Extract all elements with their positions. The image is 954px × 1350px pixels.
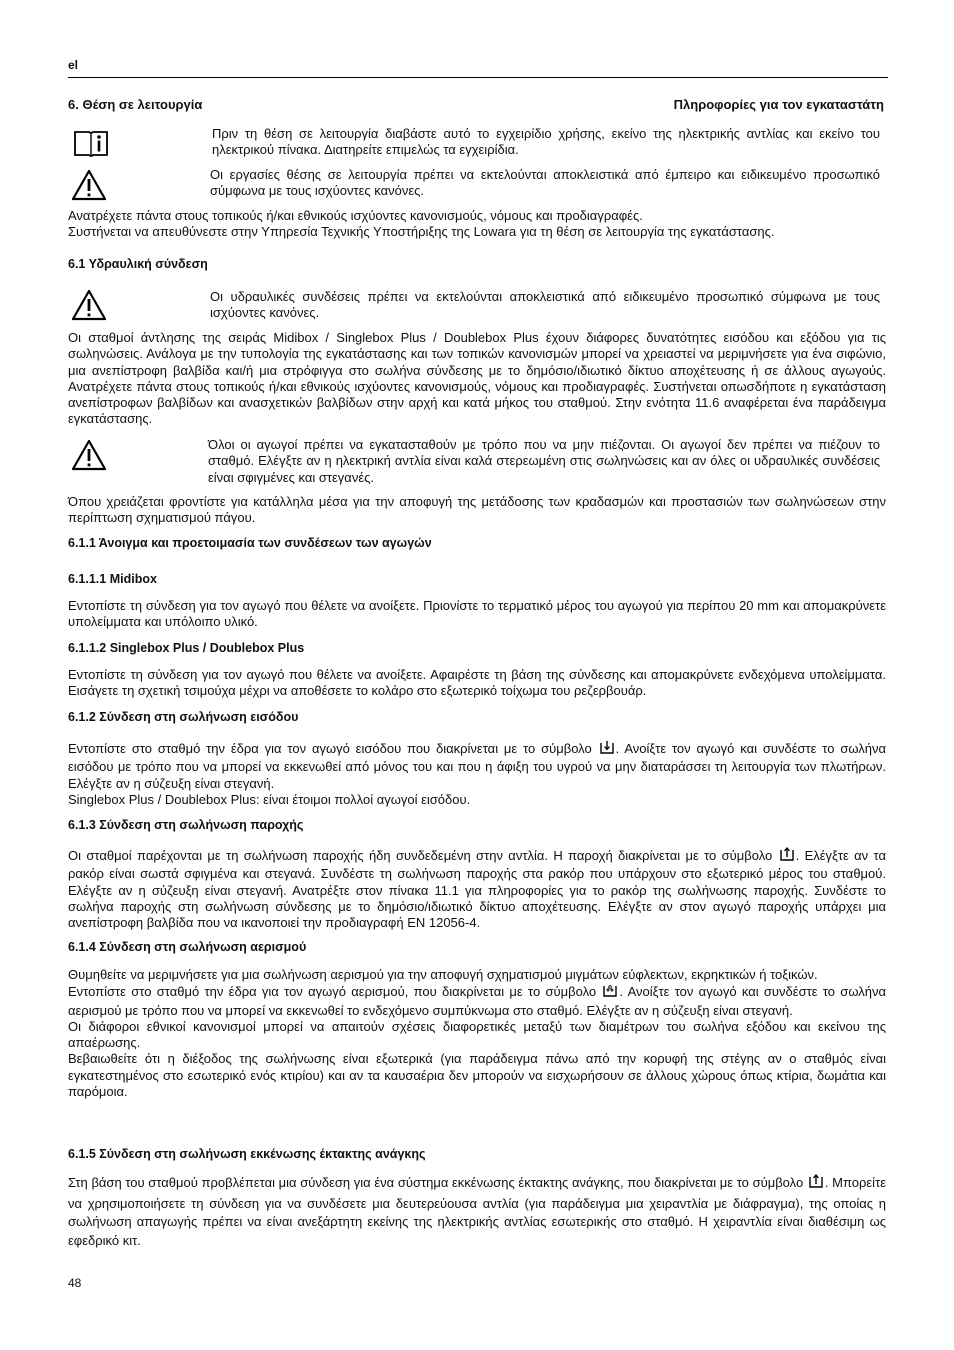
delivery-text-b: . Ελέγξτε αν τα ρακόρ είναι σωστά σφιγμένα και στεγανά. Συνδέστε τη σωλήνωση παροχής στα ρακόρ που υπάρχουν στο εξωτερικό μέρος του σταθμού. Ελέγξτε αν η σύζευξη είναι στεγανή. Ανατρέξτε στον πίνακα 11.1 για πληροφορίες για το ρακόρ της σωλήνωσης παροχής. Συνδέστε το σωλήνα παροχής στη σωλήνωση σύνδεσης με το δημόσιο/ιδιωτικό δίκτυο αποχέτευσης. Ελέγξτε αν στον αγωγό παροχής υπάρχει μια ανεπίστροφη βαλβίδα που να ικανοποιεί την προδιαγραφή EN 12056-4. [68, 848, 886, 931]
inlet-paragraph-2: Singlebox Plus / Doublebox Plus: είναι έτοιμοι πολλοί αγωγοί εισόδου. [68, 791, 471, 807]
vent-text-a: Εντοπίστε στο σταθμό την έδρα για τον αγωγό αερισμού, που διακρίνεται με το σύμβολο [68, 984, 597, 1000]
vent-paragraph-3: Οι διάφοροι εθνικοί κανονισμοί μπορεί να απαιτούν σχέσεις διαφορετικές μεταξύ των διαμέτρων του σωλήνα εξόδου και εκείνου της απαέρωσης. [68, 1018, 886, 1051]
read-manual-icon [72, 127, 112, 161]
vent-text-b: . Ανοίξτε τον αγωγό και συνδέστε το σωλήνα αερισμού με τρόπο που να μπορεί να εκκενωθεί το ενδεχόμενο συμπύκνωμα στο σταθμό. Ελέγξτε αν η σύζευξη είναι στεγανή. [68, 984, 886, 1018]
manual-note-text: Πριν τη θέση σε λειτουργία διαβάστε αυτό το εγχειρίδιο χρήσης, εκείνο της ηλεκτρικής αντλίας και εκείνο του ηλεκτρικού πίνακα. Διατηρείτε επιμελώς τα εγχειρίδια. [212, 126, 880, 158]
heading-6-1: 6.1 Υδραυλική σύνδεση [68, 257, 208, 271]
warning-icon [70, 438, 110, 472]
heading-6-1-5: 6.1.5 Σύνδεση στη σωλήνωση εκκένωσης έκτακτης ανάγκης [68, 1147, 426, 1161]
heading-6-1-1-1: 6.1.1.1 Midibox [68, 572, 157, 586]
pipes-warning-text: Όλοι οι αγωγοί πρέπει να εγκατασταθούν με τρόπο που να μην πιέζονται. Οι αγωγοί δεν πρέπει να πιέζουν το σταθμό. Ελέγξτε αν η ηλεκτρική αντλία είναι καλά στερεωμένη στις σωληνώσεις και αν όλες οι υδραυλικές συνδέσεις είναι σφιγμένες και στεγανές. [208, 437, 880, 485]
heading-6-1-1-2: 6.1.1.2 Singlebox Plus / Doublebox Plus [68, 641, 305, 655]
section-title: 6. Θέση σε λειτουργία [68, 97, 203, 112]
inlet-text-a: Εντοπίστε στο σταθμό την έδρα για τον αγωγό εισόδου που διακρίνεται με το σύμβολο [68, 741, 592, 756]
vent-paragraph-1: Θυμηθείτε να μεριμνήσετε για μια σωλήνωση αερισμού για την αποφυγή σχηματισμού μιγμάτων εύφλεκτων, εκρηκτικών ή τοξικών. [68, 967, 818, 982]
delivery-symbol-icon [779, 847, 795, 866]
warning-icon [70, 288, 110, 322]
heading-6-1-1: 6.1.1 Άνοιγμα και προετοιμασία των συνδέσεων των αγωγών [68, 536, 432, 550]
section-audience: Πληροφορίες για τον εγκαταστάτη [673, 97, 884, 112]
emergency-paragraph [68, 1174, 886, 1250]
warning-note-text: Οι εργασίες θέσης σε λειτουργία πρέπει να εκτελούνται αποκλειστικά από έμπειρο και ειδικευμένο προσωπικό σύμφωνα με τους ισχύοντες κανόνες. [210, 167, 880, 199]
hydraulic-paragraph-2: Όπου χρειάζεται φροντίστε για κατάλληλα μέσα για την αποφυγή της μετάδοσης των κραδασμών και προστασιών των σωληνώσεων στην περίπτωση σχηματισμού πάγου. [68, 494, 886, 526]
heading-6-1-2: 6.1.2 Σύνδεση στη σωλήνωση εισόδου [68, 710, 299, 724]
emergency-symbol-icon [808, 1174, 824, 1195]
inlet-paragraph [68, 740, 886, 792]
inlet-text-b: . Ανοίξτε τον αγωγό και συνδέστε το σωλήνα εισόδου με τρόπο που να μπορεί να εκκενωθεί από μόνος του και που η άφιξη του υγρού να μην διαταράσσει τη λειτουργία των πλωτήρων. Ελέγξτε αν η σύζευξη είναι στεγανή. [68, 741, 886, 791]
delivery-paragraph [68, 847, 886, 931]
delivery-text-a: Οι σταθμοί παρέχονται με τη σωλήνωση παροχής ήδη συνδεδεμένη στην αντλία. Η παροχή διακρίνεται με το σύμβολο [68, 848, 773, 863]
singlebox-paragraph: Εντοπίστε τη σύνδεση για τον αγωγό που θέλετε να ανοίξετε. Αφαιρέστε τη βάση της σύνδεσης και απομακρύνετε ενδεχόμενα υπολείμματα. Εισάγετε τη σχετική τσιμούχα μέχρι να αποθέσετε το κολάρο στο εξωτερικό τοίχωμα του ρεζερβουάρ. [68, 667, 886, 699]
emergency-text-a: Στη βάση του σταθμού προβλέπεται μια σύνδεση για ένα σύστημα εκκένωσης έκτακτης ανάγκης, που διακρίνεται με το σύμβολο [68, 1175, 804, 1190]
midibox-paragraph: Εντοπίστε τη σύνδεση για τον αγωγό που θέλετε να ανοίξετε. Πριονίστε το τερματικό μέρος του αγωγού για περίπου 20 mm και απομακρύνετε υπολείμματα και υπόλοιπο υλικό. [68, 598, 886, 630]
heading-6-1-3: 6.1.3 Σύνδεση στη σωλήνωση παροχής [68, 818, 304, 832]
header-rule [68, 77, 888, 78]
hydraulic-paragraph-1: Οι σταθμοί άντλησης της σειράς Midibox / Singlebox Plus / Doublebox Plus έχουν διάφορες δυνατότητες εισόδου και εξόδου για τις σωληνώσεις. Ανάλογα με την τυπολογία της εγκατάστασης και των τοπικών κανονισμών μπορεί να χρειαστεί να μεριμνήσετε για ένα σιφώνιο, μια ανεπίστροφη βαλβίδα και/ή μια στρόφιγγα στο σωλήνα σύνδεσης με το δημόσιο/ιδιωτικό δίκτυο αποχέτευσης ή σε άλλους αγωγούς. Ανατρέχετε πάντα στους τοπικούς ή/και εθνικούς ισχύοντες κανονισμούς, νόμους και προδιαγραφές. Συστήνεται οπωσδήποτε η εγκατάσταση ανεπίστροφων βαλβίδων και ανασχετικών βαλβίδων στην αρχή και κατά μήκος του σταθμού. Στην ενότητα 11.6 αναφέρεται ένα παράδειγμα εγκατάστασης. [68, 330, 886, 427]
language-code: el [68, 58, 79, 72]
vent-paragraph-2 [68, 983, 886, 1019]
intro-line-1: Ανατρέχετε πάντα στους τοπικούς ή/και εθνικούς ισχύοντες κανονισμούς, νόμους και προδιαγραφές. [68, 208, 643, 223]
inlet-symbol-icon [599, 740, 615, 759]
vent-symbol-icon [602, 983, 618, 1002]
warning-icon [70, 168, 110, 202]
page-number: 48 [68, 1276, 82, 1290]
vent-paragraph-4: Βεβαιωθείτε ότι η διέξοδος της σωλήνωσης είναι εξωτερικά (για παράδειγμα πάνω από την κορυφή της στέγης αν ο σταθμός είναι εγκατεστημένος στο εσωτερικό ενός κτιρίου) και αν τα καυσαέρια δεν μπορούν να εισχωρήσουν σε άλλους χώρους όπως κτίρια, δωμάτια και παρόμοια. [68, 1051, 886, 1100]
intro-line-2: Συστήνεται να απευθύνεστε στην Υπηρεσία Τεχνικής Υποστήριξης της Lowara για τη θέση σε λειτουργία της εγκατάστασης. [68, 224, 775, 240]
emergency-text-b: . Μπορείτε να χρησιμοποιήσετε τη σύνδεση για να συνδέσετε μια δευτερεύουσα αντλία (για παράδειγμα μια χειραντλία με διάφραγμα), της οποίας η σωλήνωση απαγωγής πρέπει να είναι ανεξάρτητη εκείνης της ηλεκτρικής αντλίας εσωτερικής στο σταθμό. Η χειραντλία είναι διαθέσιμη ως εφεδρικό κιτ. [68, 1175, 887, 1248]
heading-6-1-4: 6.1.4 Σύνδεση στη σωλήνωση αερισμού [68, 940, 307, 954]
hydraulic-warning-text: Οι υδραυλικές συνδέσεις πρέπει να εκτελούνται αποκλειστικά από ειδικευμένο προσωπικό σύμφωνα με τους ισχύοντες κανόνες. [210, 289, 880, 321]
